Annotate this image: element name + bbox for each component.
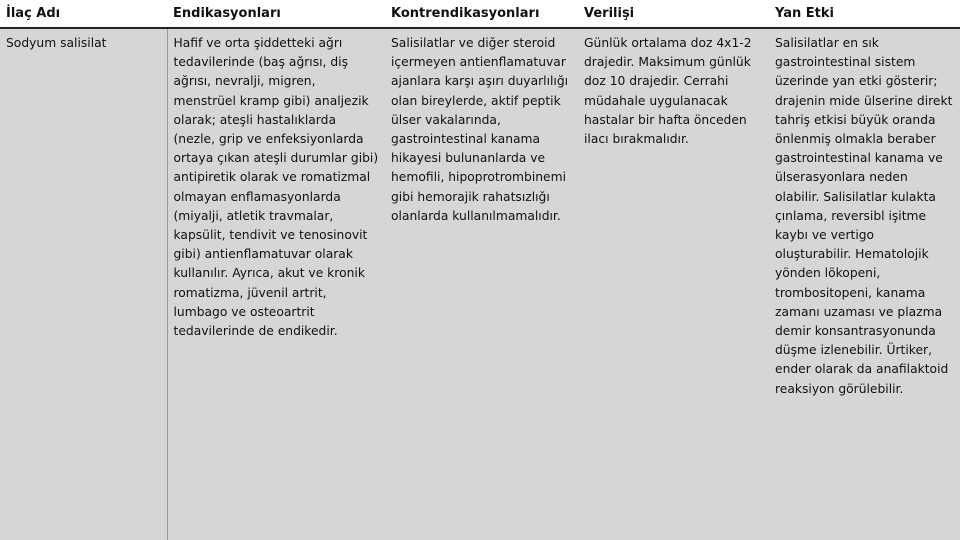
cell-contraindications: Salisilatlar ve diğer steroid içermeyen antienflamatuvar ajanlara karşı aşırı duyarlılığı olan bireylerde, aktif peptik ülser vakalarında, gastrointestinal kanama hikayesi bulunanlarda ve hemofili, hipoprotrombinemi gibi hemorajik rahatsızlığı olanlarda kullanılmamalıdır. [385,28,578,540]
cell-indications: Hafif ve orta şiddetteki ağrı tedavilerinde (baş ağrısı, diş ağrısı, nevralji, migren, menstrüel kramp gibi) analjezik olarak; ateşli hastalıklarda (nezle, grip ve enfeksiyonlarda ortaya çıkan ateşli durumlar gibi) antipiretik olarak ve romatizmal olmayan enflamasyonlarda (miyalji, atletik travmalar, kapsülit, tendivit ve tenosinovit gibi) antienflamatuvar olarak kullanılır. Ayrıca, akut ve kronik romatizma, jüvenil artrit, lumbago ve osteoartrit tedavilerinde de endikedir. [167,28,385,540]
header-administration: Verilişi [578,0,769,28]
cell-administration: Günlük ortalama doz 4x1-2 drajedir. Maksimum günlük doz 10 drajedir. Cerrahi müdahale uygulanacak hastalar bir hafta önceden ilacı bırakmalıdır. [578,28,769,540]
table-header-row [0,0,960,28]
header-drug-name: İlaç Adı [0,0,167,28]
cell-drug-name: Sodyum salisilat [0,28,167,540]
header-indications: Endikasyonları [167,0,385,28]
cell-side-effects: Salisilatlar en sık gastrointestinal sistem üzerinde yan etki gösterir; drajenin mide ülserine direkt tahriş etkisi büyük oranda önlenmiş olmakla beraber gastrointestinal kanama ve ülserasyonlara neden olabilir. Salisilatlar kulakta çınlama, reversibl işitme kaybı ve vertigo oluşturabilir. Hematolojik yönden lökopeni, trombositopeni, kanama zamanı uzaması ve plazma demir konsantrasyonunda düşme izlenebilir. Ürtiker, ender olarak da anafilaktoid reaksiyon görülebilir. [769,28,960,540]
header-contraindications: Kontrendikasyonları [385,0,578,28]
header-side-effects: Yan Etki [769,0,960,28]
table-row [0,28,960,540]
